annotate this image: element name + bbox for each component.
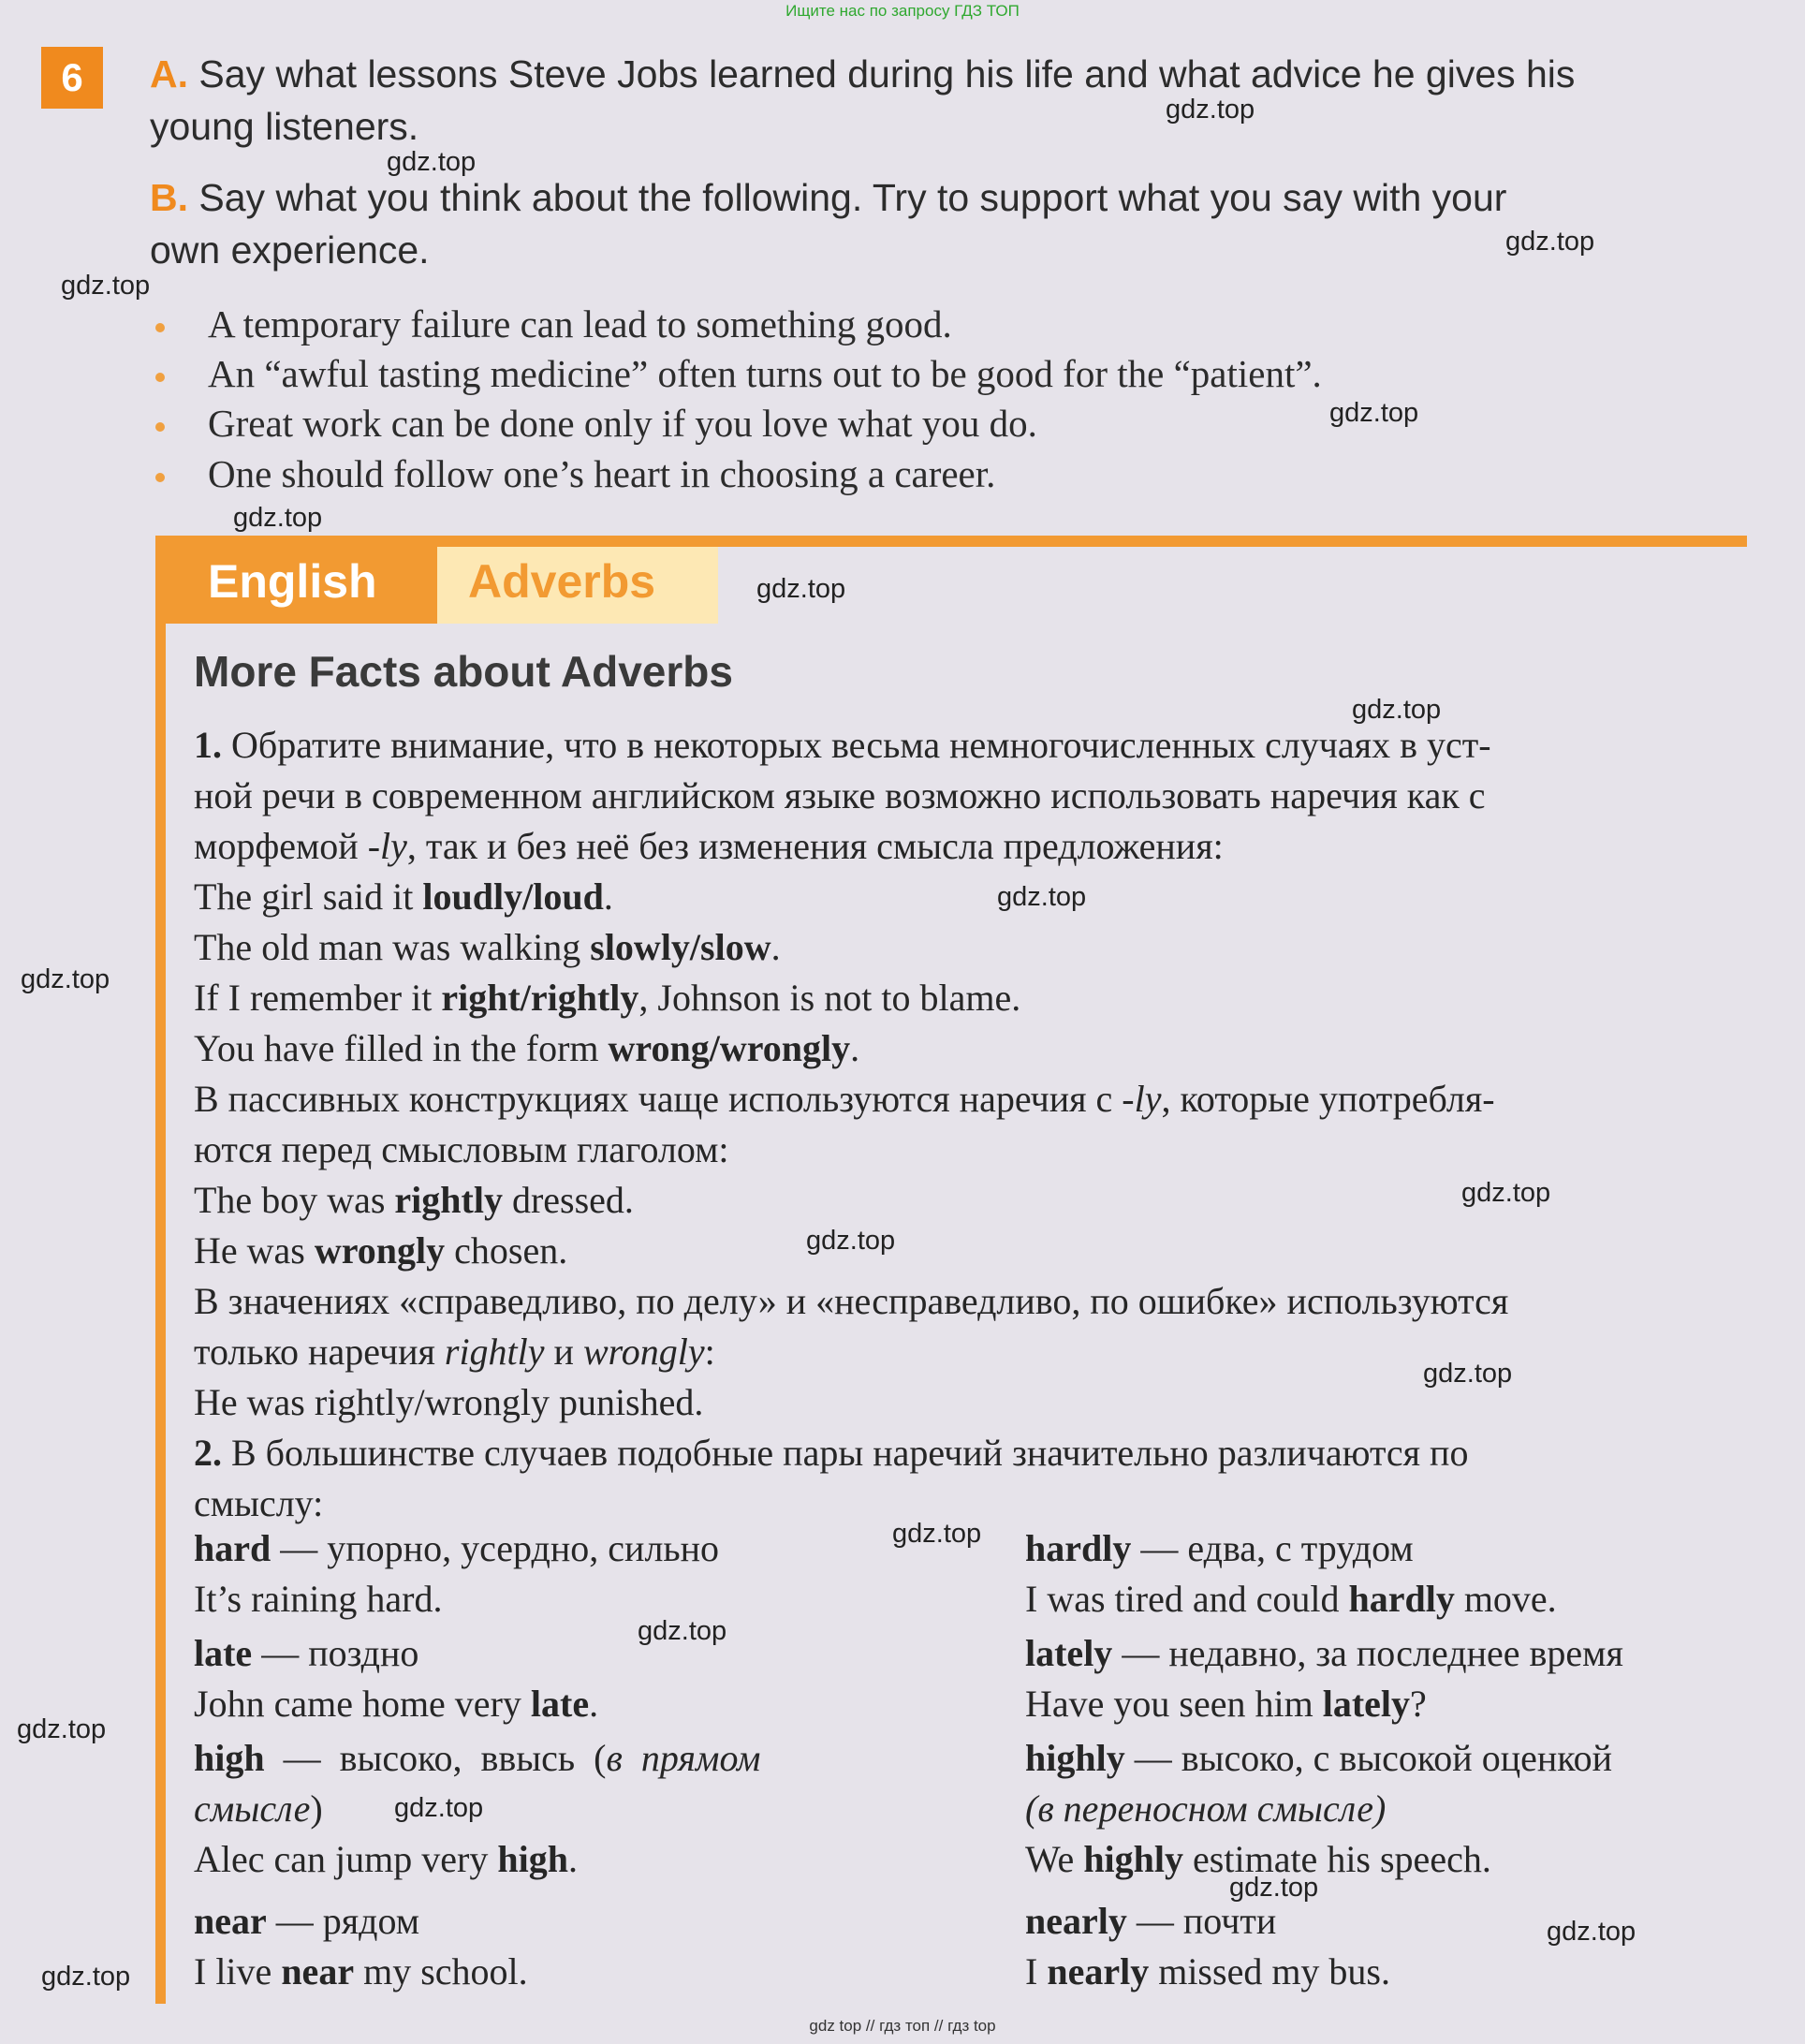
word-def: — почти	[1126, 1900, 1277, 1942]
ex-bold: wrong/wrongly	[608, 1027, 851, 1069]
ex-bold: slowly/slow	[590, 926, 771, 968]
task-a-letter: A.	[150, 52, 188, 96]
watermark: gdz.top	[21, 964, 110, 994]
ex-bold: rightly	[394, 1179, 503, 1221]
example-3	[194, 976, 1020, 1020]
ex-bold: loudly/loud	[422, 875, 604, 918]
passive-a: В пассивных конструкциях чаще используются наречия с	[194, 1078, 1123, 1120]
ex-text: chosen.	[445, 1229, 568, 1272]
pair-high-example	[194, 1837, 578, 1881]
pair-nearly	[1025, 1899, 1276, 1943]
passive-line2: ются перед смысловым глаголом:	[194, 1128, 729, 1170]
ex-text: estimate his speech.	[1183, 1838, 1491, 1880]
ex-text: my school.	[354, 1950, 528, 1993]
watermark: gdz.top	[806, 1226, 896, 1256]
example-6	[194, 1228, 567, 1272]
watermark: gdz.top	[997, 882, 1087, 912]
word-bold: highly	[1025, 1737, 1125, 1779]
p1-line3-c: , так и без неё без изменения смысла предложения:	[406, 825, 1224, 867]
pair-late	[194, 1631, 418, 1675]
watermark: gdz.top	[756, 574, 846, 604]
watermark: gdz.top	[41, 1962, 131, 1992]
pair-high-cont	[194, 1787, 323, 1831]
word-def: — упорно, усердно, сильно	[271, 1527, 720, 1569]
pair-hard	[194, 1526, 719, 1570]
pair-highly	[1025, 1736, 1612, 1780]
pair-high	[194, 1736, 760, 1780]
bullet-dot-icon	[155, 323, 165, 332]
ex-text: The boy was	[194, 1179, 395, 1221]
watermark: gdz.top	[394, 1793, 484, 1823]
ex-text: The girl said it	[194, 875, 423, 918]
passive-c: , которые употребля-	[1161, 1078, 1495, 1120]
p1-line2: ной речи в современном английском языке возможно использовать наречия как с	[194, 774, 1486, 816]
bullet-dot-icon	[155, 373, 165, 382]
example-5	[194, 1178, 634, 1222]
meaning-a: только наречия	[194, 1331, 445, 1373]
ex-text: John came home very	[194, 1683, 531, 1725]
word-def: — высоко, ввысь (	[264, 1737, 607, 1779]
watermark: gdz.top	[387, 147, 477, 177]
watermark: gdz.top	[1547, 1917, 1636, 1947]
ex-bold: high	[497, 1838, 568, 1880]
ex-text: The old man was walking	[194, 926, 591, 968]
ex-text: ?	[1410, 1683, 1427, 1725]
watermark: gdz.top	[1423, 1359, 1513, 1389]
ex-text: .	[567, 1838, 578, 1880]
ex-text: .	[850, 1027, 860, 1069]
pair-nearly-example	[1025, 1949, 1390, 1993]
pair-late-example	[194, 1682, 598, 1726]
watermark: gdz.top	[233, 503, 323, 533]
ex-bold: late	[530, 1683, 590, 1725]
ex-text: Have you seen him	[1025, 1683, 1323, 1725]
word-def-italic: смысле	[194, 1787, 311, 1830]
ex-text: , Johnson is not to blame.	[638, 977, 1021, 1019]
bullet-dot-icon	[155, 473, 165, 482]
bottom-banner: gdz top // гдз топ // гдз top	[809, 2017, 996, 2035]
pair-near	[194, 1899, 419, 1943]
p2-line2: смыслу:	[194, 1482, 324, 1524]
task-b-line2: own experience.	[150, 228, 430, 272]
pair-lately	[1025, 1631, 1623, 1675]
watermark: gdz.top	[1329, 398, 1419, 428]
pair-hardly-example	[1025, 1577, 1557, 1621]
task-a-text1: Say what lessons Steve Jobs learned during his life and what advice he gives his	[198, 52, 1576, 96]
word-bold: nearly	[1025, 1900, 1127, 1942]
ex-text: I was tired and could	[1025, 1578, 1349, 1620]
ex-text: missed my bus.	[1149, 1950, 1390, 1993]
p1-line3-a: морфемой	[194, 825, 368, 867]
ex-text: .	[770, 926, 781, 968]
passive-line1	[194, 1077, 1495, 1121]
tab-adverbs-label: Adverbs	[468, 555, 656, 608]
watermark: gdz.top	[17, 1714, 107, 1744]
pair-near-example	[194, 1949, 528, 1993]
p1-line3-b: -ly	[367, 825, 407, 867]
box-heading: More Facts about Adverbs	[194, 647, 733, 696]
ex-bold: lately	[1322, 1683, 1411, 1725]
word-def: — едва, с трудом	[1131, 1527, 1414, 1569]
ex-text: move.	[1454, 1578, 1557, 1620]
meaning-e: :	[704, 1331, 715, 1373]
task-b-letter: B.	[150, 176, 188, 219]
meaning-d: wrongly	[582, 1331, 705, 1373]
word-def-italic: (в переносном смысле)	[1025, 1787, 1387, 1830]
word-def: — поздно	[252, 1632, 419, 1674]
meaning-c: и	[544, 1331, 583, 1373]
example-7: He was rightly/wrongly punished.	[194, 1381, 704, 1423]
word-bold: high	[194, 1737, 265, 1779]
ex-bold: hardly	[1348, 1578, 1455, 1620]
task-a-line2: young listeners.	[150, 105, 419, 148]
p1-line3	[194, 824, 1224, 868]
watermark: gdz.top	[1166, 95, 1255, 125]
example-1	[194, 875, 613, 919]
ex-text: Alec can jump very	[194, 1838, 498, 1880]
word-bold: hardly	[1025, 1527, 1132, 1569]
word-bold: near	[194, 1900, 267, 1942]
bullet-dot-icon	[155, 422, 165, 432]
top-banner: Ищите нас по запросу ГДЗ ТОП	[785, 2, 1020, 20]
tab-english-label: English	[208, 555, 377, 608]
task-number-badge: 6	[41, 47, 103, 109]
p2-line1	[194, 1431, 1468, 1475]
watermark: gdz.top	[1461, 1178, 1551, 1208]
box-top-rule	[155, 536, 1747, 547]
task-b-text1: Say what you think about the following. Try to support what you say with your	[198, 176, 1507, 219]
ex-bold: right/rightly	[441, 977, 639, 1019]
task-a-line1	[150, 52, 1575, 96]
p1-line1	[194, 723, 1491, 767]
p1-number: 1.	[194, 724, 222, 766]
bullet-item: One should follow one’s heart in choosing a career.	[208, 452, 996, 495]
example-4	[194, 1026, 859, 1070]
watermark: gdz.top	[638, 1616, 727, 1646]
bullet-item: An “awful tasting medicine” often turns out to be good for the “patient”.	[208, 352, 1322, 395]
ex-text: He was	[194, 1229, 315, 1272]
box-left-rule	[155, 543, 166, 2004]
meaning-line1: В значениях «справедливо, по делу» и «несправедливо, по ошибке» используются	[194, 1280, 1509, 1322]
p2-number: 2.	[194, 1432, 222, 1474]
p2-line1-text: В большинстве случаев подобные пары наречий значительно различаются по	[222, 1432, 1469, 1474]
ex-bold: near	[281, 1950, 355, 1993]
ex-bold: nearly	[1047, 1950, 1150, 1993]
ex-text: We	[1025, 1838, 1084, 1880]
pair-lately-example	[1025, 1682, 1427, 1726]
ex-bold: highly	[1083, 1838, 1184, 1880]
ex-bold: wrongly	[314, 1229, 446, 1272]
watermark: gdz.top	[1505, 227, 1595, 257]
ex-text: I live	[194, 1950, 282, 1993]
meaning-b: rightly	[444, 1331, 545, 1373]
word-bold: lately	[1025, 1632, 1113, 1674]
ex-text: dressed.	[502, 1179, 634, 1221]
task-b-line1	[150, 176, 1506, 220]
ex-text: You have filled in the form	[194, 1027, 609, 1069]
ex-text: If I remember it	[194, 977, 442, 1019]
pair-hardly	[1025, 1526, 1414, 1570]
word-bold: hard	[194, 1527, 271, 1569]
word-def-end: )	[310, 1787, 323, 1830]
example-2	[194, 925, 781, 969]
passive-b: -ly	[1122, 1078, 1162, 1120]
pair-highly-cont	[1025, 1787, 1386, 1831]
word-def: — рядом	[266, 1900, 420, 1942]
word-def-italic: в прямом	[606, 1737, 761, 1779]
meaning-line2	[194, 1330, 715, 1374]
word-def: — высоко, с высокой оценкой	[1124, 1737, 1613, 1779]
pair-hard-example: It’s raining hard.	[194, 1578, 443, 1620]
bullet-item: A temporary failure can lead to something good.	[208, 302, 952, 346]
bullet-item: Great work can be done only if you love what you do.	[208, 402, 1037, 445]
ex-text: I	[1025, 1950, 1048, 1993]
p1-line1-text: Обратите внимание, что в некоторых весьма немногочисленных случаях в уст-	[222, 724, 1491, 766]
watermark: gdz.top	[1352, 695, 1442, 725]
word-bold: late	[194, 1632, 253, 1674]
ex-text: .	[603, 875, 613, 918]
watermark: gdz.top	[1229, 1873, 1319, 1903]
watermark: gdz.top	[61, 271, 151, 301]
word-def: — недавно, за последнее время	[1112, 1632, 1623, 1674]
ex-text: .	[589, 1683, 599, 1725]
watermark: gdz.top	[892, 1519, 982, 1549]
